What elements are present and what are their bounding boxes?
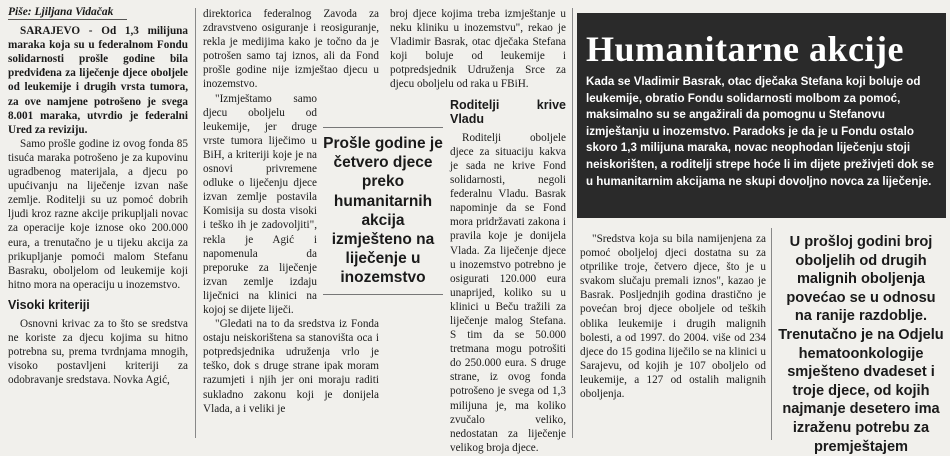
column-3	[390, 7, 566, 455]
box-title: Humanitarne akcije	[586, 29, 904, 69]
column-1	[8, 5, 188, 387]
paragraph: "Gledati na to da sredstva iz Fonda ostaju neiskorištena sa stanovišta oca i potpredsjednika udruženja vrlo je teško, dok s druge strane ipak moram razumjeti i njih jer oni moraju raditi sukladno zakonu koji je donijela Vlada, a i veliki je	[203, 318, 379, 415]
paragraph: "Sredstva koja su bila namijenjena za pomoć oboljeloj djeci dostatna su za otprilike troje, četvero djece, što je u svakom slučaju premali iznos", kazao je Basrak. Posljednjih godina drastično je povećan broj djece oboljele od teških oblika leukemije i drugih malignih bolesti, a od 1997. do 2004. više od 234 djece do 15 godina liječilo se na klinici u Sarajevu, od kojih je 107 oboljelo od leukemije, a 127 od ostalih malignih oboljenja.	[580, 233, 766, 401]
paragraph: direktorica federalnog Zavoda za zdravstveno osiguranje i reosiguranje, rekla je medijima kako je točno da je potrošen samo taj iznos, ali da Fond prošle godine nije izmještao djecu u inozemstvo.	[203, 8, 379, 91]
subheading-roditelji-krive-vladu: Roditelji krive Vladu	[450, 97, 566, 126]
paragraph: Roditelji oboljele djece za situaciju kakva je sada ne krive Fond solidarnosti, negoli federalnu Vladu. Basrak napominje da se Fond mora pridržavati zakona i pravila koje je donijela Vlada. Za liječenje djece u inozemstvo potrebno je osigurati 120.000 eura unaprijed, koliko su u klinici u Beču tražili za liječenje malog Stefana. S tim da se 50.000 tretmana mogu potrošiti do 250.000 eura. S druge strane, iz ovog fonda potrošeno je svega od 1,3 milijuna je, ma koliko zvučalo veliko, nedostatan za liječenje velikog broja djece.	[450, 131, 566, 454]
paragraph: "Izmještamo samo djecu oboljelu od leukemije, jer druge vrste tumora liječimo u BiH, a kriteriji koje je na osnovi privremene odluke o liječenju djece izvan zemlje postavila Komisija su dosta visoki i teško ih je zadovoljiti", rekla je Agić i napomenula da preporuke za liječenje izvan zemlje izdaju liječnici na klinici na kojoj se dijete liječi.	[203, 92, 317, 316]
pull-quote: Prošle godine je četvero djece preko humanitarnih akcija izmješteno na liječenje u inozemstvo	[323, 127, 443, 295]
column-divider	[572, 8, 573, 438]
byline: Piše: Ljiljana Vidačak	[8, 5, 127, 20]
lead-paragraph: SARAJEVO - Od 1,3 milijuna maraka koja su u federalnom Fondu solidarnosti prošle godine bila predviđena za liječenje djece oboljele od leukemije i drugih vrsta tumora, za ove namjene potrošeno je svega 8.001 maraka, utvrdio je federalni Ured za reviziju.	[8, 25, 188, 136]
column-divider	[195, 8, 196, 438]
paragraph: broj djece kojima treba izmještanje u neku kliniku u inozemstvu", rekao je Vladimir Basrak, otac dječaka Stefana koji boluje od leukemije i potpredsjednik Udruženja Srce za djecu oboljelu od raka u FBiH.	[390, 8, 566, 91]
subheading-visoki-kriteriji: Visoki kriteriji	[8, 297, 90, 312]
box-text: Kada se Vladimir Basrak, otac dječaka Stefana koji boluje od leukemije, obratio Fondu solidarnosti molbom za pomoć, maksimalno su se angažirali da pomognu u Stefanovu izmještanju u inozemstvo. Paradoks je da je u Fondu ostalo skoro 1,3 milijuna maraka, novac neophodan liječenju stoji neiskorišten, a roditelji strepe hoće li im dijete preživjeti dok se u humanitarnim akcijama ne skupi dovoljno novca za liječenje.	[586, 75, 934, 188]
paragraph: Samo prošle godine iz ovog fonda 85 tisuća maraka potrošeno je za kupovinu ugradbenog materijala, a djecu po upućivanju na liječenje izvan naše zemlje. Roditelji su uz pomoć dobrih ljudi kroz razne akcije prikupljali novac za operacije koje iznose oko 200.000 eura, a trenutačno je u tijeku akcija za prikupljanje pomoći malom Stefanu Basraku, oboljelom od leukemije koji hitno mora na operaciju u inozemstvo.	[8, 137, 188, 291]
column-4	[580, 232, 766, 401]
sidebar-highlight: U prošloj godini broj oboljelih od drugih malignih oboljenja povećao se u odnosu na ranije razdoblje. Trenutačno je na Odjelu hematoonkologije smješteno dvadeset i troje djece, od kojih najmanje desetero ima izraženu potrebu za premještajem	[778, 234, 944, 455]
column-divider	[771, 228, 772, 440]
paragraph: Osnovni krivac za to što se sredstva ne koriste za djecu kojima su hitno potrebna su, prema tvrdnjama mnogih, visoko postavljeni kriteriji za odobravanje sredstava. Novka Agić,	[8, 317, 188, 387]
